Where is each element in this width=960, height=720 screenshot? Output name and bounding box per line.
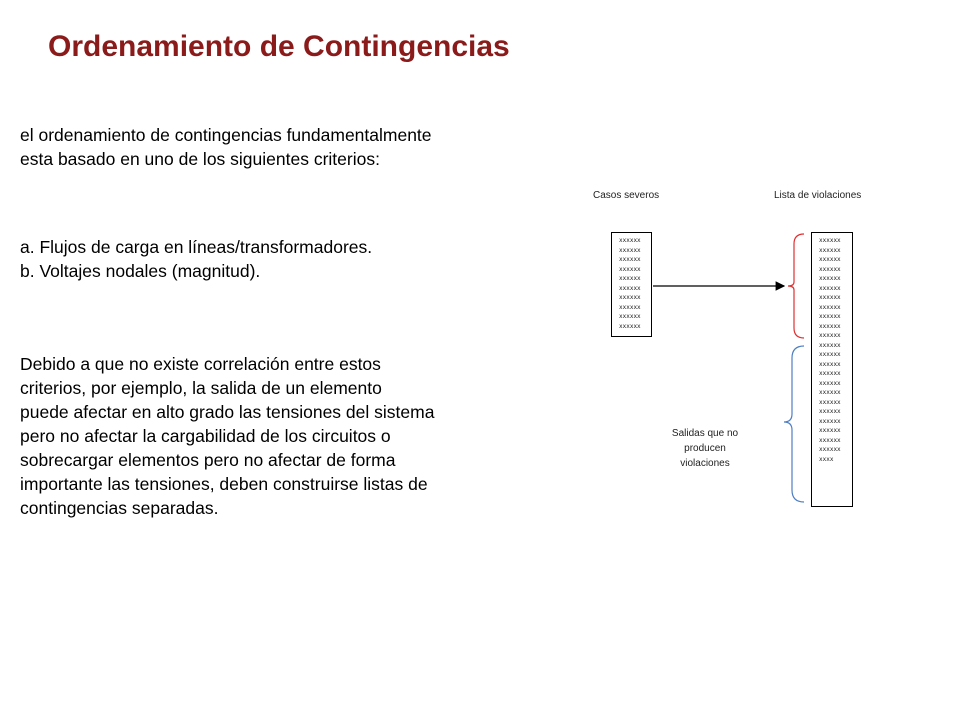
red-bracket-icon <box>788 234 804 338</box>
list-entry: xxxxxx <box>819 341 841 349</box>
list-entry: xxxxxx <box>819 370 841 377</box>
text-line: sobrecargar elementos pero no afectar de forma <box>20 450 396 470</box>
list-entry: xxxxxx <box>819 294 841 301</box>
text-line: importante las tensiones, deben construirse listas de <box>20 474 428 494</box>
text-line: violaciones <box>680 458 730 469</box>
list-entry: xxxxxx <box>819 446 841 453</box>
lista-violaciones-label: Lista de violaciones <box>774 190 862 201</box>
list-entry: xxxxxx <box>819 237 841 244</box>
salidas-label <box>650 426 760 471</box>
list-entry: xxxxxx <box>819 398 841 406</box>
text-line: pero no afectar la cargabilidad de los circuitos o <box>20 426 391 446</box>
list-entry: xxxxxx <box>819 313 841 320</box>
list-entry: xxxxxx <box>819 332 841 339</box>
list-entry: xxxxxx <box>619 322 641 330</box>
list-entry: xxxxxx <box>619 237 641 244</box>
list-entry: xxxxxx <box>819 265 841 273</box>
text-line: Debido a que no existe correlación entre estos <box>20 354 381 374</box>
criterion-b: b. Voltajes nodales (magnitud). <box>20 261 261 281</box>
list-entry: xxxxxx <box>619 313 641 320</box>
list-entry: xxxxxx <box>619 275 641 282</box>
list-entry: xxxxxx <box>819 284 841 292</box>
list-entry: xxxxxx <box>819 351 841 358</box>
text-line: Salidas que no <box>671 428 739 439</box>
list-entry: xxxxxx <box>819 408 841 415</box>
blue-bracket-icon <box>784 346 804 502</box>
list-entry: xxxxxx <box>819 427 841 434</box>
list-entry: xxxxxx <box>819 246 841 254</box>
criterion-a: a. Flujos de carga en líneas/transformadores. <box>20 237 373 257</box>
list-entry: xxxxxx <box>819 436 841 444</box>
list-entry: xxxx <box>819 455 834 463</box>
text-line: el ordenamiento de contingencias fundamentalmente <box>20 125 432 145</box>
text-line: contingencias separadas. <box>20 498 219 518</box>
list-entry: xxxxxx <box>619 303 641 311</box>
text-line: criterios, por ejemplo, la salida de un elemento <box>20 378 382 398</box>
list-entry: xxxxxx <box>819 379 841 387</box>
text-line: producen <box>684 443 726 454</box>
slide-title: Ordenamiento de Contingencias <box>48 30 510 63</box>
text-line: puede afectar en alto grado las tensiones del sistema <box>20 402 435 422</box>
list-entry: xxxxxx <box>819 322 841 330</box>
list-entry: xxxxxx <box>619 294 641 301</box>
list-entry: xxxxxx <box>819 389 841 396</box>
list-entry: xxxxxx <box>819 303 841 311</box>
list-entry: xxxxxx <box>819 417 841 425</box>
casos-severos-label: Casos severos <box>593 190 660 201</box>
list-entry: xxxxxx <box>619 265 641 273</box>
list-entry: xxxxxx <box>619 246 641 254</box>
list-entry: xxxxxx <box>819 360 841 368</box>
list-entry: xxxxxx <box>619 256 641 263</box>
list-entry: xxxxxx <box>619 284 641 292</box>
text-line: esta basado en uno de los siguientes criterios: <box>20 149 380 169</box>
list-entry: xxxxxx <box>819 275 841 282</box>
list-entry: xxxxxx <box>819 256 841 263</box>
